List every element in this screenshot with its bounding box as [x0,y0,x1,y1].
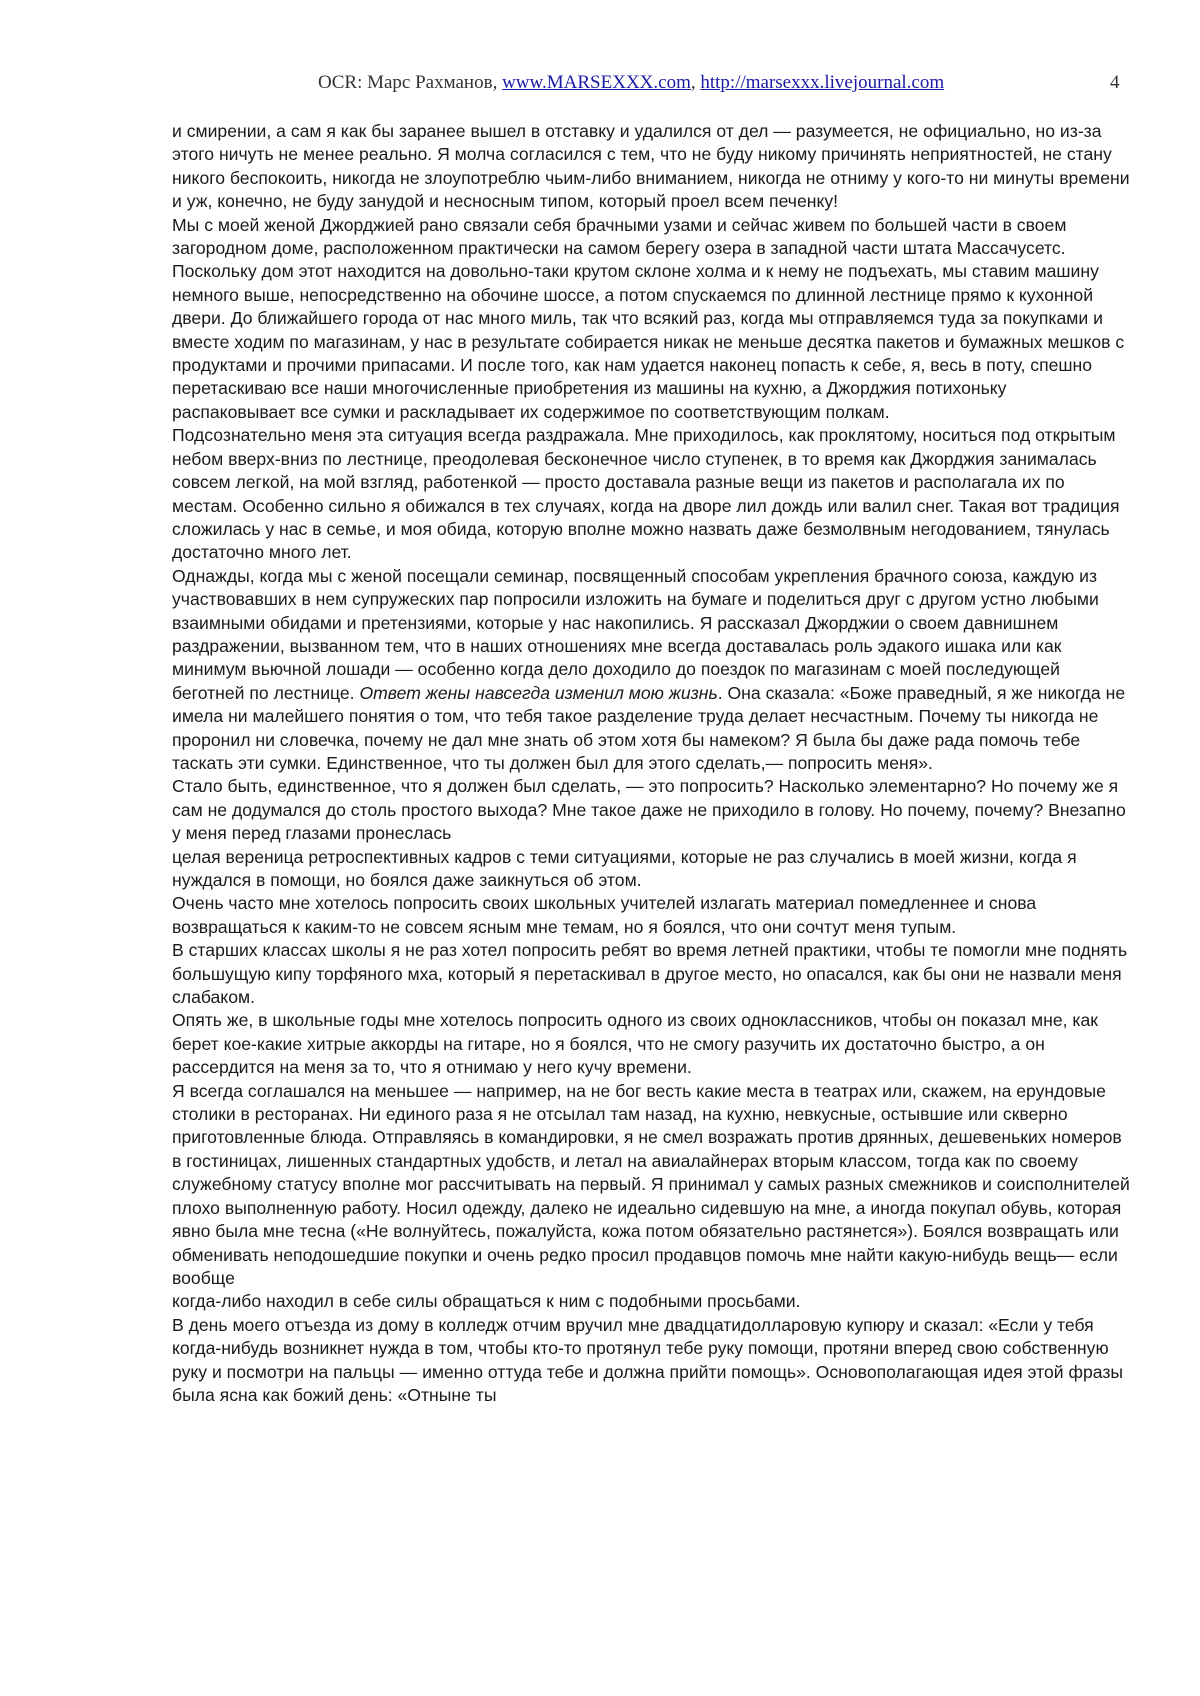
page-number: 4 [1110,72,1120,94]
paragraph-10: Я всегда соглашался на меньшее — например, на не бог весть какие места в театрах или, скажем, на ерундовые столики в ресторанах. Ни единого раза я не отсылал там назад, на кухню, невкусные, остывшие или скверно приготовленные блюда. Отправляясь в командировки, я не смел возражать против дрянных, дешевеньких номеров в гостиницах, лишенных стандартных удобств, и летал на авиалайнерах вторым классом, тогда как по своему служебному статусу вполне мог рассчитывать на первый. Я принимал у самых разных смежников и соисполнителей плохо выполненную работу. Носил одежду, далеко не идеально сидевшую на мне, а иногда покупал обувь, которая явно была мне тесна («Не волнуйтесь, пожалуйста, кожа потом обязательно растянется»). Боялся возвращать или обменивать неподошедшие покупки и очень редко просил продавцов помочь мне найти какую-нибудь вещь— если вообще [172,1080,1132,1291]
website-link[interactable]: www.MARSEXXX.com [502,72,691,93]
header-prefix: OCR: Марс Рахманов, [318,72,502,93]
paragraph-12: В день моего отъезда из дому в колледж отчим вручил мне двадцатидолларовую купюру и сказал: «Если у тебя когда-нибудь возникнет нужда в том, чтобы кто-то протянул тебе руку помощи, протяни вперед свою собственную руку и посмотри на пальцы — именно оттуда тебе и должна прийти помощь». Основополагающая идея этой фразы была ясна как божий день: «Отныне ты [172,1314,1132,1408]
paragraph-4 [172,565,1132,776]
paragraph-2: Мы с моей женой Джорджией рано связали себя брачными узами и сейчас живем по большей части в своем загородном доме, расположенном практически на самом берегу озера в западной части штата Массачусетс. Поскольку дом этот находится на довольно-таки крутом склоне холма и к нему не подъехать, мы ставим машину немного выше, непосредственно на обочине шоссе, а потом спускаемся по длинной лестнице прямо к кухонной двери. До ближайшего города от нас много миль, так что всякий раз, когда мы отправляемся туда за покупками и вместе ходим по магазинам, у нас в результате собирается никак не меньше десятка пакетов и бумажных мешков с продуктами и прочими припасами. И после того, как нам удается наконец попасть к себе, я, весь в поту, спешно перетаскиваю все наши многочисленные приобретения из машины на кухню, а Джорджия потихоньку распаковывает все сумки и раскладывает их содержимое по соответствующим полкам. [172,214,1132,425]
document-page [0,0,1200,1696]
paragraph-5: Стало быть, единственное, что я должен был сделать, — это попросить? Насколько элементарно? Но почему же я сам не додумался до столь простого выхода? Мне такое даже не приходило в голову. Но почему, почему? Внезапно у меня перед глазами пронеслась [172,775,1132,845]
paragraph-4-italic: Ответ жены навсегда изменил мою жизнь [359,683,717,703]
paragraph-11: когда-либо находил в себе силы обращаться к ним с подобными просьбами. [172,1290,1132,1313]
paragraph-9: Опять же, в школьные годы мне хотелось попросить одного из своих одноклассников, чтобы он показал мне, как берет кое-какие хитрые аккорды на гитаре, но я боялся, что не смогу разучить их достаточно быстро, а он рассердится на меня за то, что я отнимаю у него кучу времени. [172,1009,1132,1079]
page-header [0,72,1200,96]
body-text [172,120,1132,1407]
paragraph-4-before: Однажды, когда мы с женой посещали семинар, посвященный способам укрепления брачного союза, каждую из участвовавших в нем супружеских пар попросили изложить на бумаге и поделиться друг с другом устно любыми взаимными обидами и претензиями, которые у нас накопились. Я рассказал Джорджии о своем давнишнем раздражении, вызванном тем, что в наших отношениях мне всегда доставалась роль эдакого ишака или как минимум вьючной лошади — особенно когда дело доходило до поездок по магазинам с моей последующей беготней по лестнице. [172,566,1099,703]
paragraph-4-after: . Она сказала: «Боже праведный, я же никогда не имела ни малейшего понятия о том, что тебя такое разделение труда делает несчастным. Почему ты никогда не проронил ни словечка, почему не дал мне знать об этом хотя бы намеком? Я была бы даже рада помочь тебе таскать эти сумки. Единственное, что ты должен был для этого сделать,— попросить меня». [172,683,1125,773]
paragraph-6: целая вереница ретроспективных кадров с теми ситуациями, которые не раз случались в моей жизни, когда я нуждался в помощи, но боялся даже заикнуться об этом. [172,846,1132,893]
header-separator: , [691,72,701,93]
paragraph-3: Подсознательно меня эта ситуация всегда раздражала. Мне приходилось, как проклятому, носиться под открытым небом вверх-вниз по лестнице, преодолевая бесконечное число ступенек, в то время как Джорджия занималась совсем легкой, на мой взгляд, работенкой — просто доставала разные вещи из пакетов и располагала их по местам. Особенно сильно я обижался в тех случаях, когда на дворе лил дождь или валил снег. Такая вот традиция сложилась у нас в семье, и моя обида, которую вполне можно назвать даже безмолвным негодованием, тянулась достаточно много лет. [172,424,1132,564]
paragraph-7: Очень часто мне хотелось попросить своих школьных учителей излагать материал помедленнее и снова возвращаться к каким-то не совсем ясным мне темам, но я боялся, что они сочтут меня тупым. [172,892,1132,939]
livejournal-link[interactable]: http://marsexxx.livejournal.com [700,72,944,93]
paragraph-8: В старших классах школы я не раз хотел попросить ребят во время летней практики, чтобы те помогли мне поднять большущую кипу торфяного мха, который я перетаскивал в другое место, но опасался, как бы они не назвали меня слабаком. [172,939,1132,1009]
header-text [318,72,944,94]
paragraph-1: и смирении, а сам я как бы заранее вышел в отставку и удалился от дел — разумеется, не официально, но из-за этого ничуть не менее реально. Я молча согласился с тем, что не буду никому причинять неприятностей, не стану никого беспокоить, никогда не злоупотреблю чьим-либо вниманием, никогда не отниму у кого-то ни минуты времени и уж, конечно, не буду занудой и несносным типом, который проел всем печенку! [172,120,1132,214]
